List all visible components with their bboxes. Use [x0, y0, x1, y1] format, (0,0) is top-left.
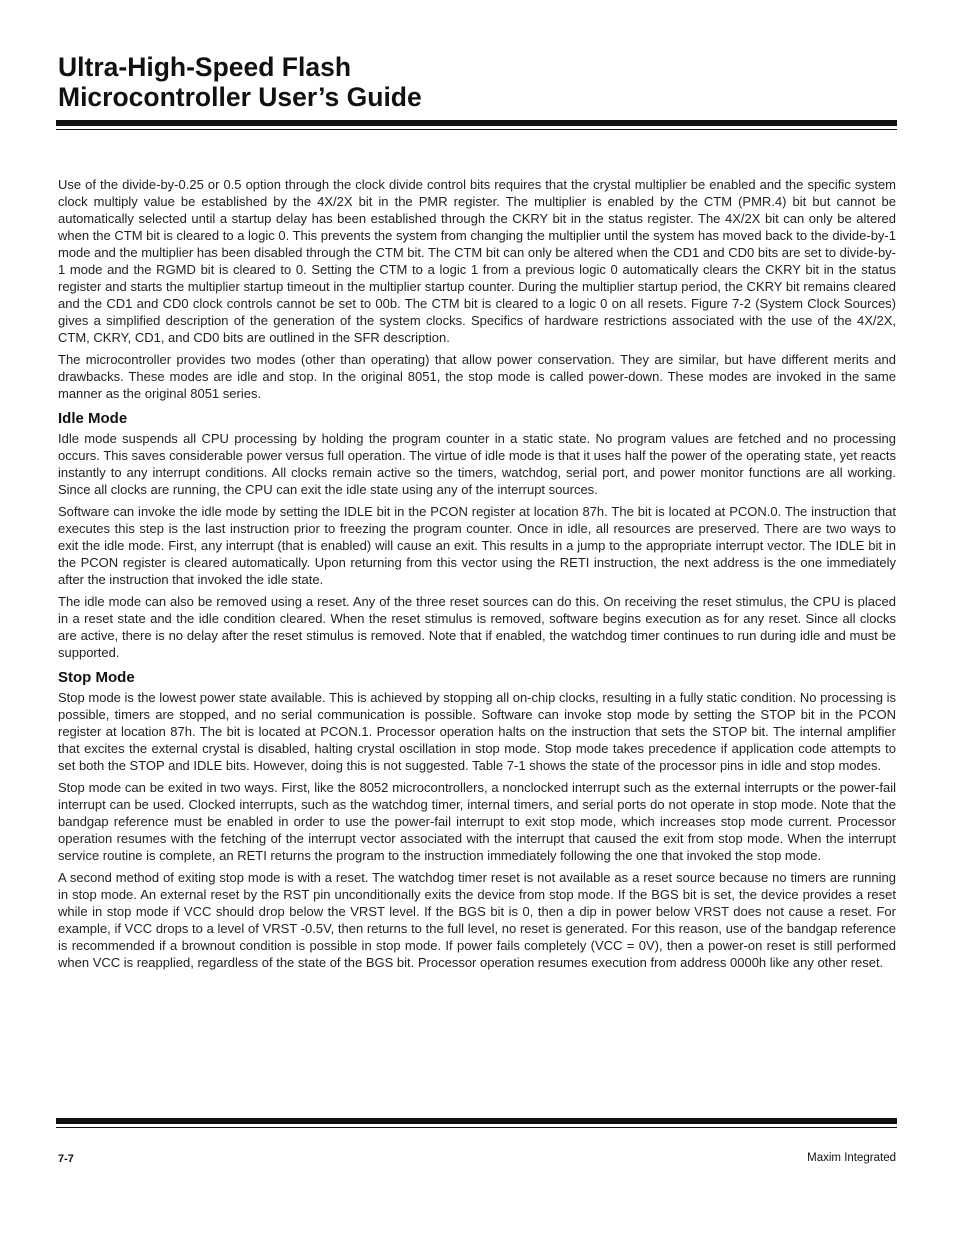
intro-paragraph-1: Use of the divide-by-0.25 or 0.5 option through the clock divide control bits requires that the crystal multiplier be enabled and the specific system clock multiply value be established by the 4X/2X bit in the PMR register. The multiplier is enabled by the CTM (PMR.4) bit but cannot be automatically selected until a startup delay has been established through the CKRY bit in the status register. The 4X/2X bit can only be altered when the CTM bit is cleared to a logic 0. This prevents the system from changing the multiplier until the system has moved back to the divide-by-1 mode and the multiplier has been disabled through the CTM bit. The CTM bit can only be altered when the CD1 and CD0 bits are set to divide-by-1 mode and the RGMD bit is cleared to 0. Setting the CTM to a logic 1 from a previous logic 0 automatically clears the CKRY bit in the status register and starts the multiplier startup timeout in the multiplier startup counter. During the multiplier startup period, the CKRY bit remains cleared and the CD1 and CD0 clock controls cannot be set to 00b. The CTM bit is cleared to a logic 0 on all resets. Figure 7-2 (System Clock Sources) gives a simplified description of the generation of the system clocks. Specifics of hardware restrictions associated with the use of the 4X/2X, CTM, CKRY, CD1, and CD0 bits are outlined in the SFR description.: [58, 177, 896, 345]
page-title-line-1: Ultra-High-Speed Flash: [58, 52, 352, 82]
idle-paragraph-3: The idle mode can also be removed using a reset. Any of the three reset sources can do this. On receiving the reset stimulus, the CPU is placed in a reset state and the idle condition cleared. When the reset stimulus is removed, software begins execution as for any reset. Since all clocks are active, there is no delay after the reset stimulus is removed. Note that if enabled, the watchdog timer continues to run during idle and must be supported.: [58, 594, 896, 660]
page-title: [58, 52, 422, 112]
company-name: Maxim Integrated: [807, 1152, 896, 1164]
page-title-line-2: Microcontroller User’s Guide: [58, 82, 422, 112]
idle-paragraph-2: Software can invoke the idle mode by setting the IDLE bit in the PCON register at location 87h. The bit is located at PCON.0. The instruction that executes this step is the last instruction prior to freezing the program counter. Once in idle, all resources are preserved. There are two ways to exit the idle mode. First, any interrupt (that is enabled) will cause an exit. This results in a jump to the appropriate interrupt vector. The IDLE bit in the PCON register is cleared automatically. Upon returning from this vector using the RETI instruction, the next address is the one immediately after the instruction that invoked the idle state.: [58, 504, 896, 587]
header-rule-thin: [56, 129, 897, 130]
idle-paragraph-1: Idle mode suspends all CPU processing by holding the program counter in a static state. No program values are fetched and no processing occurs. This saves considerable power versus full operation. The virtue of idle mode is that it uses half the power of the operating state, yet reacts instantly to any interrupt conditions. All clocks remain active so the timers, watchdog, serial port, and power monitor functions are all working. Since all clocks are running, the CPU can exit the idle state using any of the interrupt sources.: [58, 431, 896, 497]
body-content: [58, 176, 896, 976]
footer-rule-thick: [56, 1118, 897, 1124]
intro-paragraph-2: The microcontroller provides two modes (other than operating) that allow power conservation. They are similar, but have different merits and drawbacks. These modes are idle and stop. In the original 8051, the stop mode is called power-down. These modes are invoked in the same manner as the original 8051 series.: [58, 352, 896, 401]
stop-paragraph-2: Stop mode can be exited in two ways. First, like the 8052 microcontrollers, a nonclocked interrupt such as the external interrupts or the power-fail interrupt can be used. Clocked interrupts, such as the watchdog timer, internal timers, and serial ports do not operate in stop mode. Note that the bandgap reference must be enabled in order to use the power-fail interrupt to exit stop mode, which increases stop mode current. Processor operation resumes with the fetching of the interrupt vector associated with the interrupt that caused the exit from stop mode. When the interrupt service routine is complete, an RETI returns the program to the instruction immediately following the one that invoked the stop mode.: [58, 780, 896, 863]
page-number: 7-7: [58, 1153, 74, 1165]
stop-paragraph-3: A second method of exiting stop mode is with a reset. The watchdog timer reset is not available as a reset source because no timers are running in stop mode. An external reset by the RST pin unconditionally exits the device from stop mode. If the BGS bit is set, the device provides a reset while in stop mode if VCC should drop below the VRST level. If the BGS bit is 0, then a dip in power below VRST does not cause a reset. For example, if VCC drops to a level of VRST -0.5V, then returns to the full level, no reset is generated. For this reason, use of the bandgap reference is recommended if a brownout condition is possible in stop mode. If power fails completely (VCC = 0V), then a power-on reset is still performed when VCC is reapplied, regardless of the state of the BGS bit. Processor operation resumes execution from address 0000h like any other reset.: [58, 870, 896, 970]
stop-paragraph-1: Stop mode is the lowest power state available. This is achieved by stopping all on-chip clocks, resulting in a fully static condition. No processing is possible, timers are stopped, and no serial communication is possible. Software can invoke stop mode by setting the STOP bit in the PCON register at location 87h. The bit is located at PCON.1. Processor operation halts on the instruction that sets the STOP bit. The internal amplifier that excites the external crystal is disabled, halting crystal oscillation in stop mode. Stop mode takes precedence if application code attempts to set both the STOP and IDLE bits. However, doing this is not suggested. Table 7-1 shows the state of the processor pins in idle and stop modes.: [58, 690, 896, 773]
stop-mode-heading: Stop Mode: [58, 669, 135, 686]
header-rule-thick: [56, 120, 897, 126]
footer-rule-thin: [56, 1127, 897, 1128]
idle-mode-heading: Idle Mode: [58, 410, 128, 427]
